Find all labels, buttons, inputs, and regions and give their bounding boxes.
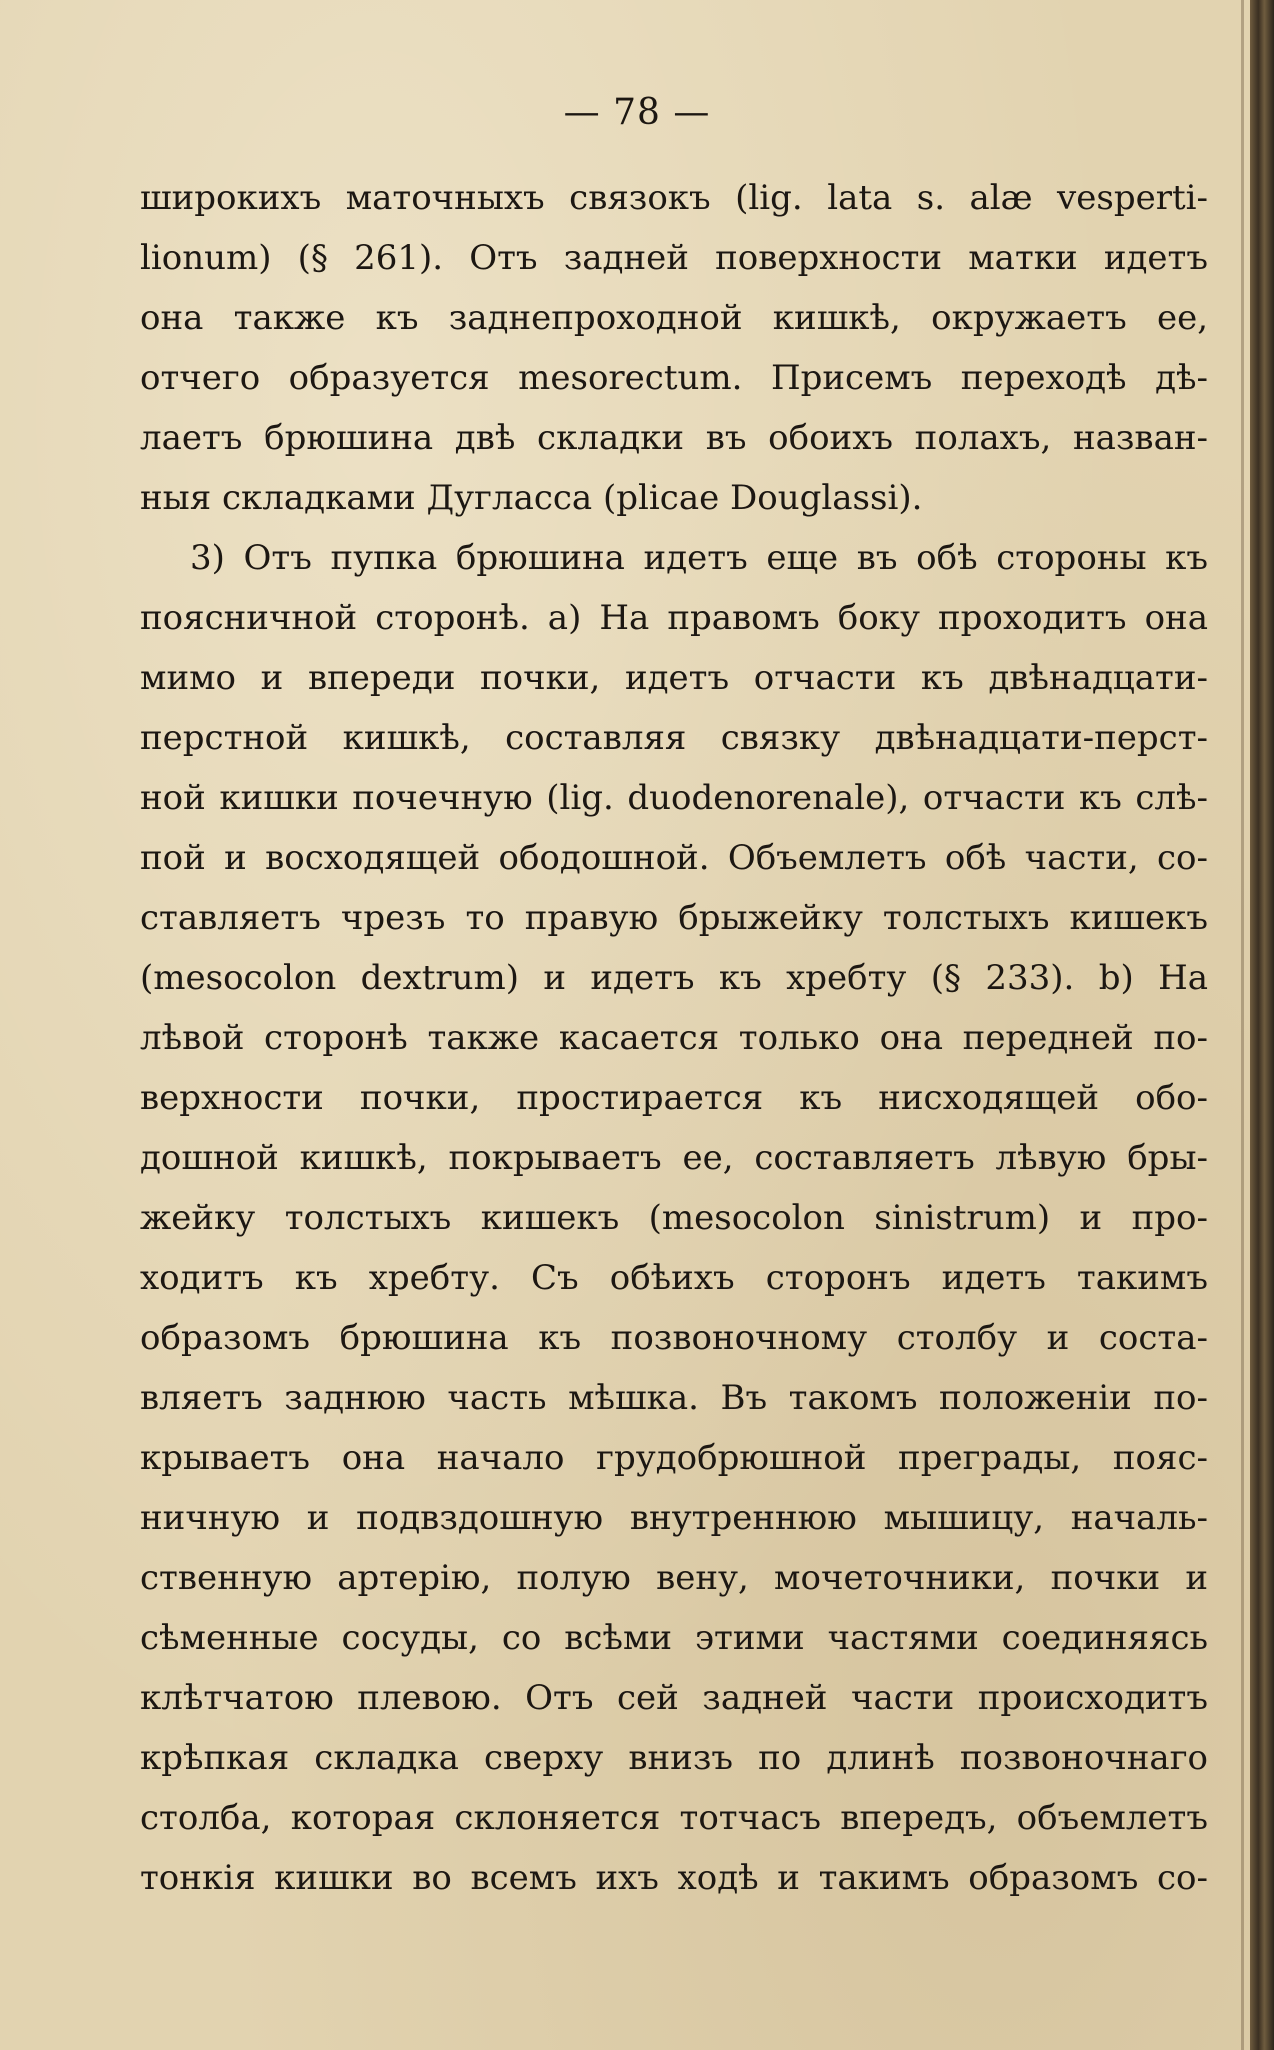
text-line: столба, которая склоняется тотчасъ впередъ, объемлетъ <box>140 1798 1208 1838</box>
text-line: отчего образуется mesorectum. Присемъ переходѣ дѣ- <box>140 358 1208 398</box>
text-line: ныя складками Дугласса (plicae Douglassi). <box>140 478 923 518</box>
text-line: клѣтчатою плевою. Отъ сей задней части происходитъ <box>140 1678 1208 1718</box>
text-line: жейку толстыхъ кишекъ (mesocolon sinistrum) и про- <box>140 1198 1208 1238</box>
text-line: вляетъ заднюю часть мѣшка. Въ такомъ положеніи по- <box>140 1378 1208 1418</box>
text-line: верхности почки, простирается къ нисходящей обо- <box>140 1078 1208 1118</box>
text-line: ходитъ къ хребту. Съ обѣихъ сторонъ идетъ такимъ <box>140 1258 1208 1298</box>
text-line: лаетъ брюшина двѣ складки въ обоихъ полахъ, назван- <box>140 418 1208 458</box>
text-line: крѣпкая складка сверху внизъ по длинѣ позвоночнаго <box>140 1738 1208 1778</box>
text-line: широкихъ маточныхъ связокъ (lig. lata s. alæ vesperti- <box>140 178 1208 218</box>
text-line: крываетъ она начало грудобрюшной преграды, пояс- <box>140 1438 1208 1478</box>
text-line: тонкія кишки во всемъ ихъ ходѣ и такимъ образомъ со- <box>140 1858 1208 1898</box>
text-line: пой и восходящей ободошной. Объемлетъ обѣ части, со- <box>140 838 1208 878</box>
page-edge <box>1250 0 1274 2050</box>
binding-shadow <box>1241 0 1244 2050</box>
text-line: lionum) (§ 261). Отъ задней поверхности матки идетъ <box>140 238 1208 278</box>
text-line: мимо и впереди почки, идетъ отчасти къ двѣнадцати- <box>140 658 1208 698</box>
body-text <box>140 168 1208 1908</box>
text-line: ной кишки почечную (lig. duodenorenale), отчасти къ слѣ- <box>140 778 1208 818</box>
text-line: ственную артерію, полую вену, мочеточники, почки и <box>140 1558 1208 1598</box>
page-number: — 78 — <box>563 92 711 133</box>
text-line: лѣвой сторонѣ также касается только она передней по- <box>140 1018 1208 1058</box>
text-line: (mesocolon dextrum) и идетъ къ хребту (§ 233). b) На <box>140 958 1208 998</box>
text-line: она также къ заднепроходной кишкѣ, окружаетъ ее, <box>140 298 1208 338</box>
text-line: ничную и подвздошную внутреннюю мышицу, началь- <box>140 1498 1208 1538</box>
text-line: перстной кишкѣ, составляя связку двѣнадцати-перст- <box>140 718 1208 758</box>
text-line: поясничной сторонѣ. а) На правомъ боку проходитъ она <box>140 598 1208 638</box>
text-line: ставляетъ чрезъ то правую брыжейку толстыхъ кишекъ <box>140 898 1208 938</box>
text-line: дошной кишкѣ, покрываетъ ее, составляетъ лѣвую бры- <box>140 1138 1208 1178</box>
text-line: сѣменные сосуды, со всѣми этими частями соединяясь <box>140 1618 1208 1658</box>
text-line: образомъ брюшина къ позвоночному столбу и соста- <box>140 1318 1208 1358</box>
text-line: 3) Отъ пупка брюшина идетъ еще въ обѣ стороны къ <box>190 538 1208 578</box>
